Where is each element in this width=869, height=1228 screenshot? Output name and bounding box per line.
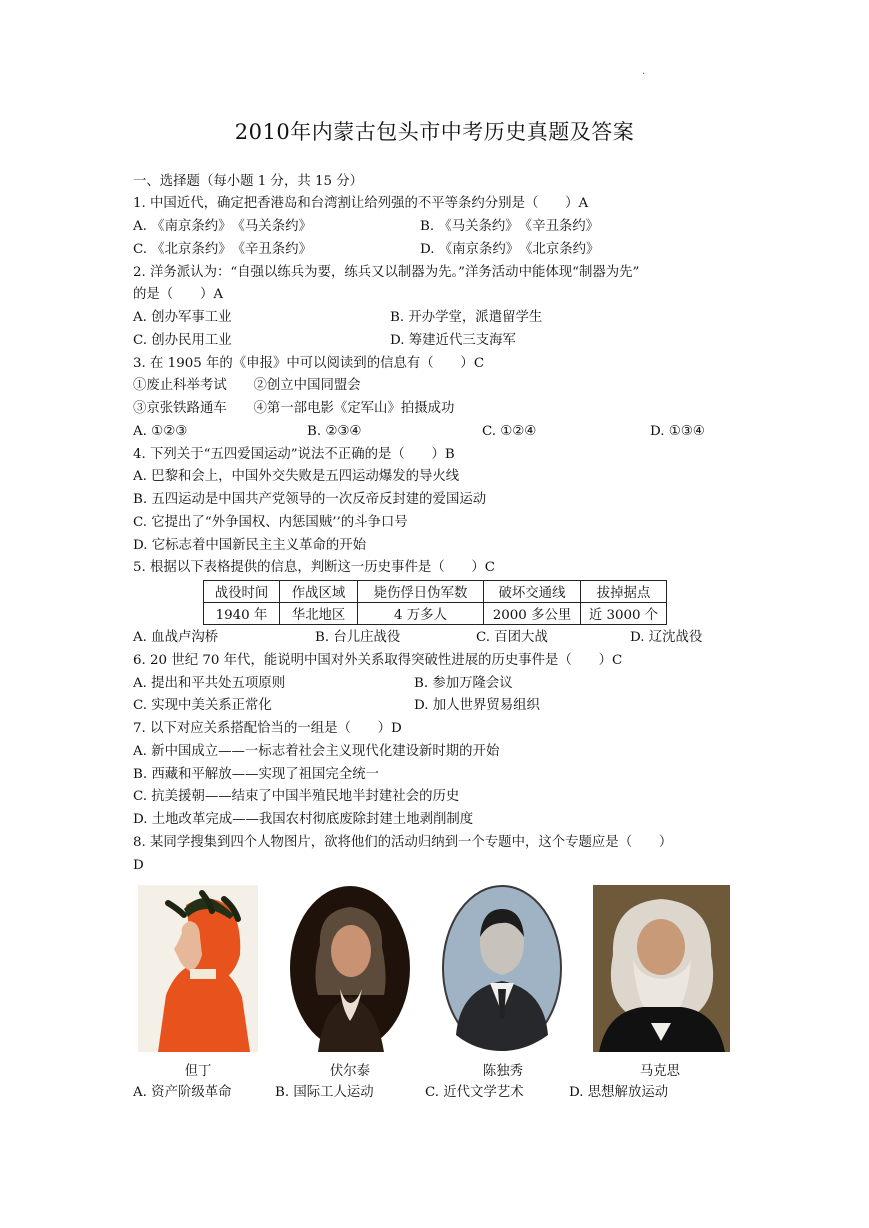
caption-chen-duxiu: 陈独秀 [482, 1064, 524, 1079]
section-heading: 一、选择题（每小题 1 分，共 15 分） [133, 174, 364, 189]
table-cell: 1940 年 [204, 603, 280, 625]
q8-option-b: B. 国际工人运动 [275, 1085, 374, 1100]
table-header-cell: 作战区域 [280, 581, 358, 603]
table-header-row [204, 581, 667, 603]
q5-option-b: B. 台儿庄战役 [315, 630, 401, 645]
table-row [204, 603, 667, 625]
table-header-cell: 破坏交通线 [484, 581, 581, 603]
q5-option-a: A. 血战卢沟桥 [133, 630, 219, 645]
q4-stem: 4. 下列关于“五四爱国运动”说法不正确的是（ ）B [133, 447, 455, 462]
q5-option-d: D. 辽沈战役 [630, 630, 703, 645]
q7-option-b: B. 西藏和平解放——实现了祖国完全统一 [133, 767, 379, 782]
q4-option-b: B. 五四运动是中国共产党领导的一次反帝反封建的爱国运动 [133, 492, 487, 507]
q4-option-c: C. 它提出了“外争国权、内惩国贼’’的斗争口号 [133, 515, 408, 530]
q5-option-c: C. 百团大战 [476, 630, 548, 645]
q7-option-d: D. 土地改革完成——我国农村彻底废除封建土地剥削制度 [133, 812, 474, 827]
q7-option-c: C. 抗美援朝——结束了中国半殖民地半封建社会的历史 [133, 789, 460, 804]
q6-option-c: C. 实现中美关系正常化 [133, 698, 272, 713]
q2-option-d: D. 筹建近代三支海军 [390, 333, 516, 348]
q6-stem: 6. 20 世纪 70 年代，能说明中国对外关系取得突破性进展的历史事件是（ ）C [133, 653, 623, 668]
table-cell: 4 万多人 [358, 603, 484, 625]
table-header-cell: 毙伤俘日伪军数 [358, 581, 484, 603]
q8-option-c: C. 近代文学艺术 [425, 1085, 524, 1100]
q1-option-c: C. 《北京条约》 《辛丑条约》 [133, 242, 312, 257]
table-cell: 2000 多公里 [484, 603, 581, 625]
q2-option-c: C. 创办民用工业 [133, 333, 232, 348]
q2-option-b: B. 开办学堂，派遣留学生 [390, 310, 543, 325]
q8-option-a: A. 资产阶级革命 [133, 1085, 232, 1100]
q6-option-b: B. 参加万隆会议 [414, 676, 513, 691]
dante-portrait [138, 885, 258, 1052]
q3-option-d: D. ①③④ [650, 424, 705, 439]
q8-stem-line1: 8. 某同学搜集到四个人物图片，欲将他们的活动归纳到一个专题中，这个专题应是（ ） [133, 835, 673, 850]
q1-option-a: A. 《南京条约》 《马关条约》 [133, 219, 312, 234]
q4-option-d: D. 它标志着中国新民主主义革命的开始 [133, 538, 367, 553]
q5-battle-table [203, 580, 667, 625]
q8-stem-line2: D [133, 858, 144, 873]
q1-option-b: B. 《马关条约》 《辛丑条约》 [420, 219, 600, 234]
q3-items-line1: ①废止科举考试 ②创立中国同盟会 [133, 378, 361, 393]
caption-dante: 但丁 [184, 1064, 212, 1079]
q4-option-a: A. 巴黎和会上，中国外交失败是五四运动爆发的导火线 [133, 469, 460, 484]
q5-stem: 5. 根据以下表格提供的信息，判断这一历史事件是（ ）C [133, 560, 496, 575]
q2-stem-line1: 2. 洋务派认为：“自强以练兵为要，练兵又以制器为先。”洋务活动中能体现“制器为先” [133, 265, 640, 280]
marx-portrait [593, 885, 730, 1052]
q3-option-b: B. ②③④ [307, 424, 362, 439]
q3-option-a: A. ①②③ [133, 424, 188, 439]
q2-stem-line2: 的是（ ）A [133, 287, 224, 302]
q1-stem: 1. 中国近代，确定把香港岛和台湾割让给列强的不平等条约分别是（ ）A [133, 196, 589, 211]
q6-option-d: D. 加人世界贸易组织 [414, 698, 540, 713]
q2-option-a: A. 创办军事工业 [133, 310, 232, 325]
caption-marx: 马克思 [639, 1064, 681, 1079]
q7-stem: 7. 以下对应关系搭配恰当的一组是（ ）D [133, 721, 402, 736]
q3-option-c: C. ①②④ [482, 424, 537, 439]
q6-option-a: A. 提出和平共处五项原则 [133, 676, 286, 691]
q7-option-a: A. 新中国成立——一标志着社会主义现代化建设新时期的开始 [133, 744, 500, 759]
table-header-cell: 战役时间 [204, 581, 280, 603]
q3-items-line2: ③京张铁路通车 ④第一部电影《定军山》拍摄成功 [133, 401, 455, 416]
caption-voltaire: 伏尔泰 [329, 1064, 371, 1079]
voltaire-portrait [288, 885, 413, 1052]
table-cell: 近 3000 个 [581, 603, 667, 625]
q1-option-d: D. 《南京条约》 《北京条约》 [420, 242, 600, 257]
q8-option-d: D. 思想解放运动 [569, 1085, 669, 1100]
corner-mark: . [642, 66, 646, 77]
table-cell: 华北地区 [280, 603, 358, 625]
chen-duxiu-portrait [442, 885, 562, 1052]
table-header-cell: 拔掉据点 [581, 581, 667, 603]
q3-stem: 3. 在 1905 年的《申报》中可以阅读到的信息有（ ）C [133, 356, 485, 371]
page-title: 2010年内蒙古包头市中考历史真题及答案 [234, 120, 635, 144]
